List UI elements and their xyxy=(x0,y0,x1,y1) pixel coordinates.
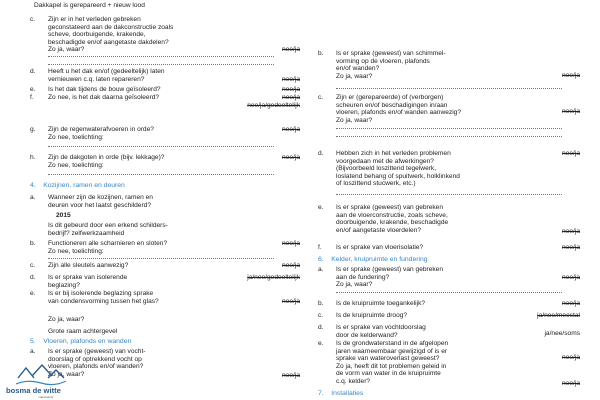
question-floor-insulation: Is er sprake van vloerisolatie? xyxy=(336,244,424,251)
answer-roof-insulated-later[interactable]: nee/ja xyxy=(282,94,300,101)
question-letter: f. xyxy=(30,94,34,101)
answer-finishes[interactable]: nee/ja xyxy=(562,150,580,157)
question-letter: e. xyxy=(30,290,36,297)
answer-line xyxy=(48,258,274,259)
question-foundation: Is er sprake (geweest) van gebreken aan de fundering? Zo ja, waar? xyxy=(336,266,444,289)
question-roof-insulated: Is het dak tijdens de bouw geïsoleerd? xyxy=(48,86,161,93)
question-letter: b. xyxy=(318,50,324,57)
answer-insulating-glass[interactable]: ja/nee/gedeeltelijk xyxy=(247,274,300,281)
question-finishes: Hebben zich in het verleden problemen voorgedaan met de afwerkingen? (Bijvoorbeeld loszittend tegelwerk, loslatend behang of spuitwerk, holklinkend of loszittend stucwerk, etc.) xyxy=(336,150,460,188)
answer-floor-insulation[interactable]: nee/ja xyxy=(562,244,580,251)
question-letter: d. xyxy=(30,274,36,281)
question-letter: d. xyxy=(318,324,324,331)
answer-line xyxy=(336,194,562,195)
section-heading-floors: 5. Vloeren, plafonds en wanden xyxy=(30,338,132,345)
question-floor-construction: Is er sprake (geweest) van gebreken aan de vloerconstructie, zoals scheve, doorbuigende, krakende, beschadigde en/of aangetaste vloerdelen? xyxy=(336,204,449,234)
answer-mould[interactable]: nee/ja xyxy=(562,72,580,79)
logo-tagline: makelaardij xyxy=(38,395,54,399)
answer-condensation[interactable]: nee/ja xyxy=(282,298,300,305)
house-logo-icon xyxy=(16,362,66,386)
question-groundwater: Is de grondwaterstand in de afgelopen jaren waarneembaar gewijzigd of is er sprake van wateroverlast geweest? Zo ja, heeft dit tot problemen geleid in de vorm van water in de kruipruimte c.q. kelder? xyxy=(336,340,449,385)
question-letter: h. xyxy=(30,154,36,161)
answer-line xyxy=(48,56,274,57)
answer-line xyxy=(48,174,274,175)
question-moisture: Is er sprake (geweest) van vocht- doorslag of optrekkend vocht op vloeren, plafonds en/of wanden? Zo ja, waar? xyxy=(48,348,146,378)
question-cracks: Zijn er (gerepareerde) of (verborgen) scheuren en/of beschadigingen in/aan vloeren, plafonds en/of wanden aanwezig? Zo ja, waar? xyxy=(336,94,462,124)
question-gutters: Zijn de dakgoten in orde (bijv. lekkage)? Zo nee, toelichting: xyxy=(48,154,165,169)
question-letter: e. xyxy=(30,86,36,93)
answer-line xyxy=(336,88,562,89)
question-letter: c. xyxy=(318,312,324,319)
answer-line xyxy=(336,128,562,129)
question-letter: b. xyxy=(30,240,36,247)
answer-line xyxy=(336,292,562,293)
question-roof-defects: Zijn er in het verleden gebreken geconstateerd aan de dakconstructie zoals scheve, doorbuigende, krakende, beschadigde en/of aangetaste dakdelen? Zo ja, waar? xyxy=(48,16,174,54)
question-letter: a. xyxy=(318,266,324,273)
question-roof-renovated: Heeft u het dak en/of (gedeeltelijk) laten vernieuwen c.q. laten repareren? xyxy=(48,68,165,83)
question-letter: a. xyxy=(30,348,36,355)
answer-basement-wall[interactable]: ja/nee/soms xyxy=(544,330,580,337)
answer-line xyxy=(336,136,562,137)
question-letter: e. xyxy=(318,204,324,211)
question-keys: Zijn alle sleutels aanwezig? xyxy=(48,262,129,269)
answer-roof-insulated[interactable]: nee/ja xyxy=(282,86,300,93)
question-letter: d. xyxy=(318,150,324,157)
question-hinges-locks: Functioneren alle scharnieren en sloten? Zo nee, toelichting: xyxy=(48,240,168,255)
logo-wordmark: bosma de witte xyxy=(6,386,61,395)
answer-crawlspace-access[interactable]: nee/ja xyxy=(562,300,580,307)
question-letter: c. xyxy=(30,262,36,269)
question-crawlspace-dry: Is de kruipruimte droog? xyxy=(336,312,408,319)
answer-moisture[interactable]: nee/ja xyxy=(282,372,300,379)
section-heading-basement: 6. Kelder, kruipruimte en fundering xyxy=(318,256,428,263)
question-letter: c. xyxy=(30,16,36,23)
answer-keys[interactable]: nee/ja xyxy=(282,262,300,269)
question-mould: Is er sprake (geweest) van schimmel- vorming op de vloeren, plafonds en/of wanden? Zo ja, waar? xyxy=(336,50,446,80)
answer-hinges-locks[interactable]: nee/ja xyxy=(282,240,300,247)
section-heading-installations: 7. Installaties xyxy=(318,390,364,397)
answer-foundation[interactable]: nee/ja xyxy=(562,274,580,281)
question-condensation: Is er bij isolerende beglazing sprake van condensvorming tussen het glas? xyxy=(48,290,159,305)
answer-gutters[interactable]: nee/ja xyxy=(282,154,300,161)
answer-roof-insulated-partial[interactable]: nee/ja/gedeeltelijk xyxy=(247,102,300,109)
answer-roof-defects[interactable]: nee/ja xyxy=(282,46,300,53)
question-painted-by: Is dit gebeurd door een erkend schilders- bedrijf? zelfwerkzaamheid xyxy=(48,222,168,237)
question-letter: g. xyxy=(30,126,36,133)
answer-floor-construction[interactable]: nee/ja xyxy=(562,228,580,235)
question-letter: b. xyxy=(318,300,324,307)
answer-roof-renovated[interactable]: nee/ja xyxy=(282,76,300,83)
question-insulating-glass: Is er sprake van isolerende beglazing? xyxy=(48,274,128,289)
answer-line xyxy=(48,64,274,65)
condensation-location[interactable]: Grote raam achtergevel xyxy=(48,328,118,335)
roof-repair-note: Dakkapel is gerepareerd + nieuw lood xyxy=(34,2,145,9)
question-letter: f. xyxy=(318,244,322,251)
question-letter: a. xyxy=(30,194,36,201)
question-roof-insulated-later: Zo nee, is het dak daarna geïsoleerd? xyxy=(48,94,160,101)
section-heading-windows: 4. Kozijnen, ramen en deuren xyxy=(30,182,125,189)
answer-line xyxy=(48,146,274,147)
question-letter: e. xyxy=(318,340,324,347)
question-condensation-where: Zo ja, waar? xyxy=(48,316,85,323)
question-last-painted: Wanneer zijn de kozijnen, ramen en deuren voor het laatst geschilderd? xyxy=(48,194,153,209)
answer-groundwater-problems[interactable]: nee/ja xyxy=(562,380,580,387)
answer-groundwater[interactable]: nee/ja xyxy=(562,354,580,361)
question-letter: c. xyxy=(318,94,324,101)
answer-rainwater-drains[interactable]: nee/ja xyxy=(282,126,300,133)
answer-cracks[interactable]: nee/ja xyxy=(562,108,580,115)
question-crawlspace-access: Is de kruipruimte toegankelijk? xyxy=(336,300,426,307)
answer-crawlspace-dry[interactable]: ja/nee/meestal xyxy=(537,312,580,319)
company-logo xyxy=(6,362,76,398)
question-letter: d. xyxy=(30,68,36,75)
question-rainwater-drains: Zijn de regenwaterafvoeren in orde? Zo nee, toelichting: xyxy=(48,126,154,141)
last-painted-year[interactable]: 2015 xyxy=(56,212,71,219)
question-basement-wall: Is er sprake van vochtdoorslag door de kelderwand? xyxy=(336,324,426,339)
